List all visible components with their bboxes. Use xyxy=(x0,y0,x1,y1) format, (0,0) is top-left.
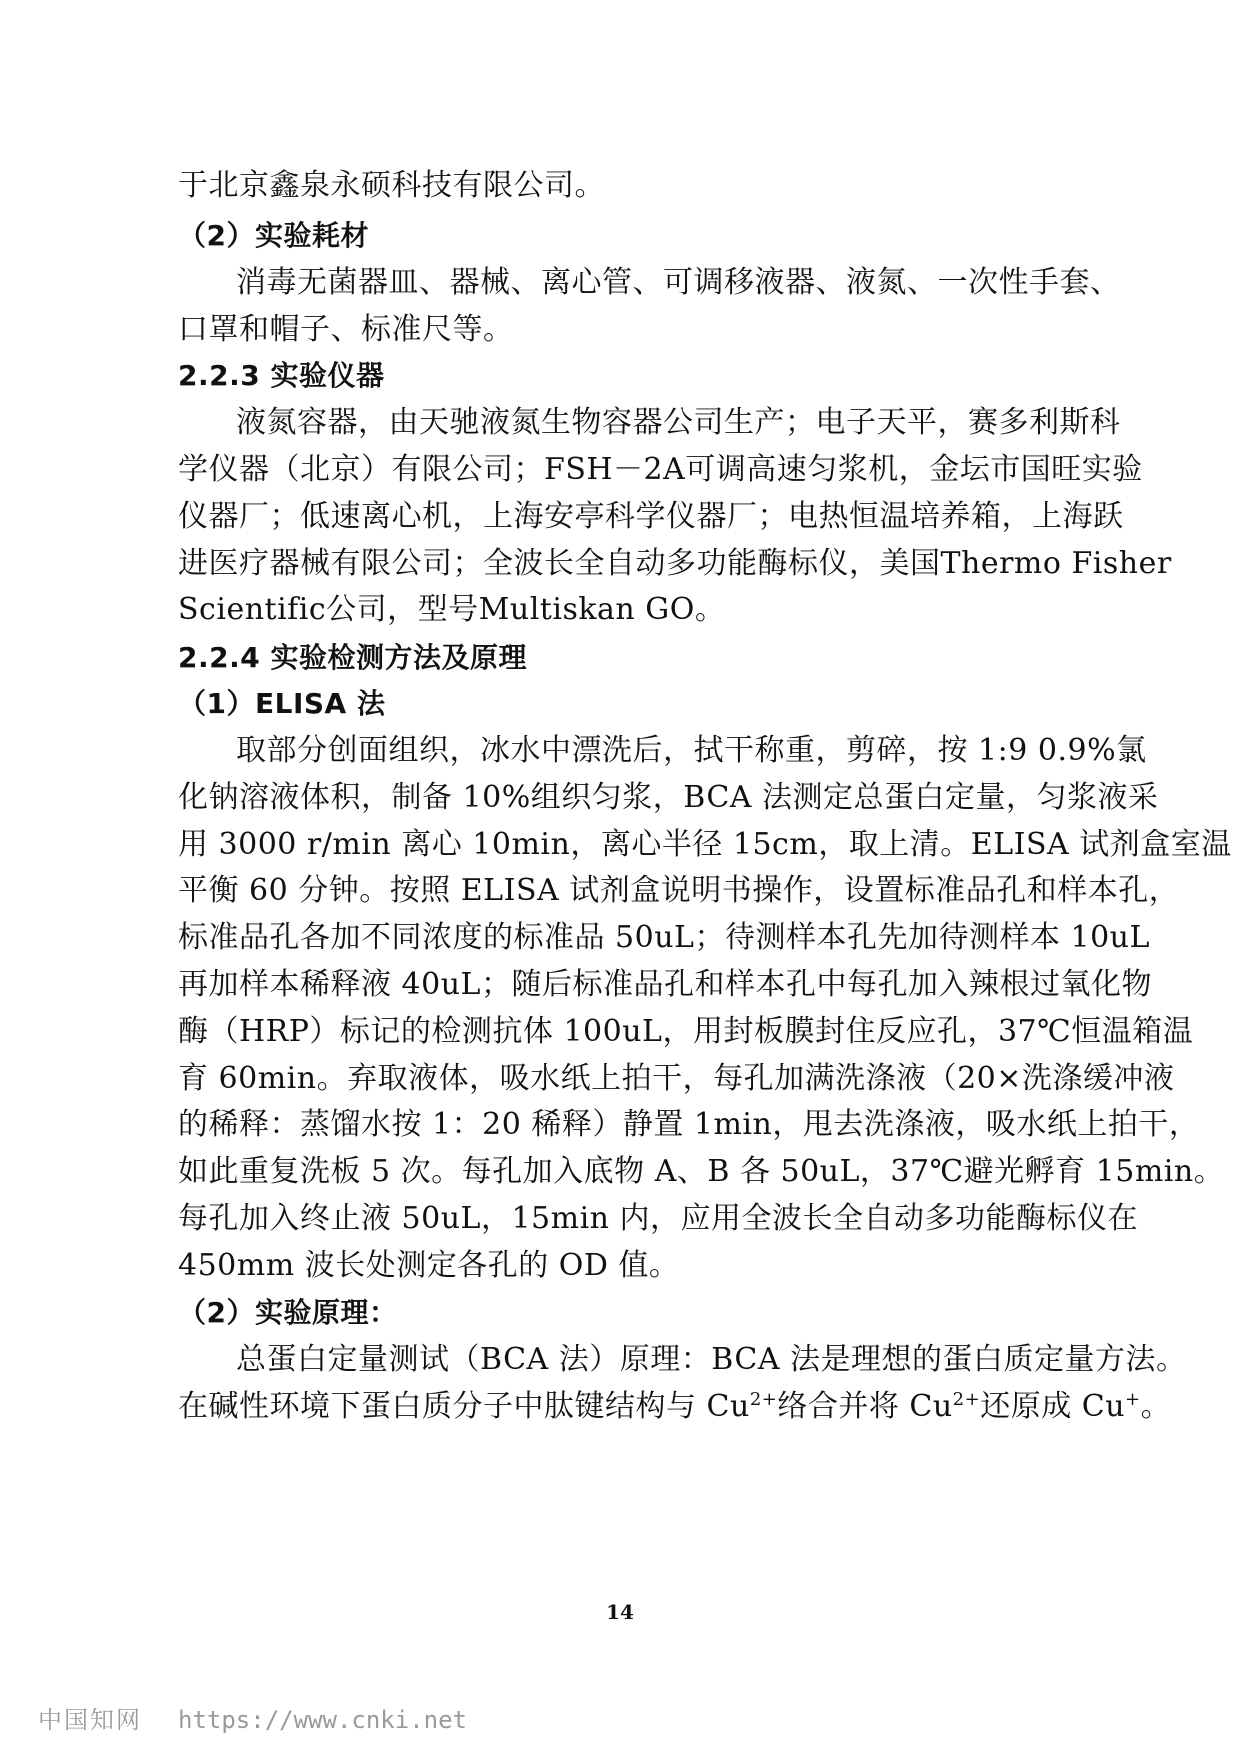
superscript: 2+ xyxy=(749,1389,778,1410)
paragraph-line: 育 60min。弃取液体，吸水纸上拍干，每孔加满洗涤液（20×洗涤缓冲液 xyxy=(178,1061,1175,1096)
section-heading-principle: （2）实验原理： xyxy=(178,1296,398,1329)
superscript: 2+ xyxy=(952,1389,981,1410)
text-run: 。 xyxy=(1140,1389,1172,1424)
cnki-brand: 中国知网 xyxy=(38,1706,142,1734)
paragraph-line: 用 3000 r/min 离心 10min，离心半径 15cm，取上清。ELISA 试剂盒室温 xyxy=(178,827,1232,862)
paragraph-line: 学仪器（北京）有限公司；FSH－2A可调高速匀浆机，金坛市国旺实验 xyxy=(178,452,1143,487)
paragraph-line: Scientific公司，型号Multiskan GO。 xyxy=(178,592,726,627)
paragraph-line: 口罩和帽子、标准尺等。 xyxy=(178,312,514,347)
paragraph-line: 仪器厂；低速离心机，上海安亭科学仪器厂；电热恒温培养箱，上海跃 xyxy=(178,499,1124,534)
section-heading-methods: 2.2.4 实验检测方法及原理 xyxy=(178,641,527,674)
paragraph-line: 如此重复洗板 5 次。每孔加入底物 A、B 各 50uL，37℃避光孵育 15min。 xyxy=(178,1154,1225,1189)
section-heading-materials: （2）实验耗材 xyxy=(178,219,369,252)
paragraph-line: 总蛋白定量测试（BCA 法）原理：BCA 法是理想的蛋白质定量方法。 xyxy=(236,1342,1187,1377)
paragraph-line: 每孔加入终止液 50uL，15min 内，应用全波长全自动多功能酶标仪在 xyxy=(178,1201,1139,1236)
section-heading-elisa: （1）ELISA 法 xyxy=(178,687,386,720)
paragraph-line: 平衡 60 分钟。按照 ELISA 试剂盒说明书操作，设置标准品孔和样本孔， xyxy=(178,873,1180,908)
paragraph-line: 于北京鑫泉永硕科技有限公司。 xyxy=(178,168,605,203)
paragraph-line: 化钠溶液体积，制备 10%组织匀浆，BCA 法测定总蛋白定量，匀浆液采 xyxy=(178,780,1159,815)
paragraph-line: 再加样本稀释液 40uL；随后标准品孔和样本孔中每孔加入辣根过氧化物 xyxy=(178,967,1152,1002)
superscript: + xyxy=(1125,1389,1141,1410)
page-number: 14 xyxy=(606,1600,634,1624)
text-run: 在碱性环境下蛋白质分子中肽键结构与 Cu xyxy=(178,1389,750,1424)
paragraph-line: 进医疗器械有限公司；全波长全自动多功能酶标仪，美国Thermo Fisher xyxy=(178,546,1172,581)
paragraph-line: 的稀释：蒸馏水按 1：20 稀释）静置 1min，甩去洗涤液，吸水纸上拍干， xyxy=(178,1107,1200,1142)
cnki-url: https://www.cnki.net xyxy=(178,1706,467,1734)
paragraph-line: 消毒无菌器皿、器械、离心管、可调移液器、液氮、一次性手套、 xyxy=(236,265,1121,300)
paragraph-line: 酶（HRP）标记的检测抗体 100uL，用封板膜封住反应孔，37℃恒温箱温 xyxy=(178,1014,1194,1049)
text-run: 络合并将 Cu xyxy=(777,1389,953,1424)
paragraph-line-with-superscripts xyxy=(178,1387,1171,1427)
section-heading-instruments: 2.2.3 实验仪器 xyxy=(178,359,385,392)
paragraph-line: 液氮容器，由天驰液氮生物容器公司生产；电子天平，赛多利斯科 xyxy=(236,405,1121,440)
paragraph-line: 标准品孔各加不同浓度的标准品 50uL；待测样本孔先加待测样本 10uL xyxy=(178,920,1150,955)
watermark-footer xyxy=(38,1700,467,1735)
paragraph-line: 450mm 波长处测定各孔的 OD 值。 xyxy=(178,1248,680,1283)
text-run: 还原成 Cu xyxy=(980,1389,1126,1424)
paragraph-line: 取部分创面组织，冰水中漂洗后，拭干称重，剪碎，按 1:9 0.9%氯 xyxy=(236,733,1147,768)
